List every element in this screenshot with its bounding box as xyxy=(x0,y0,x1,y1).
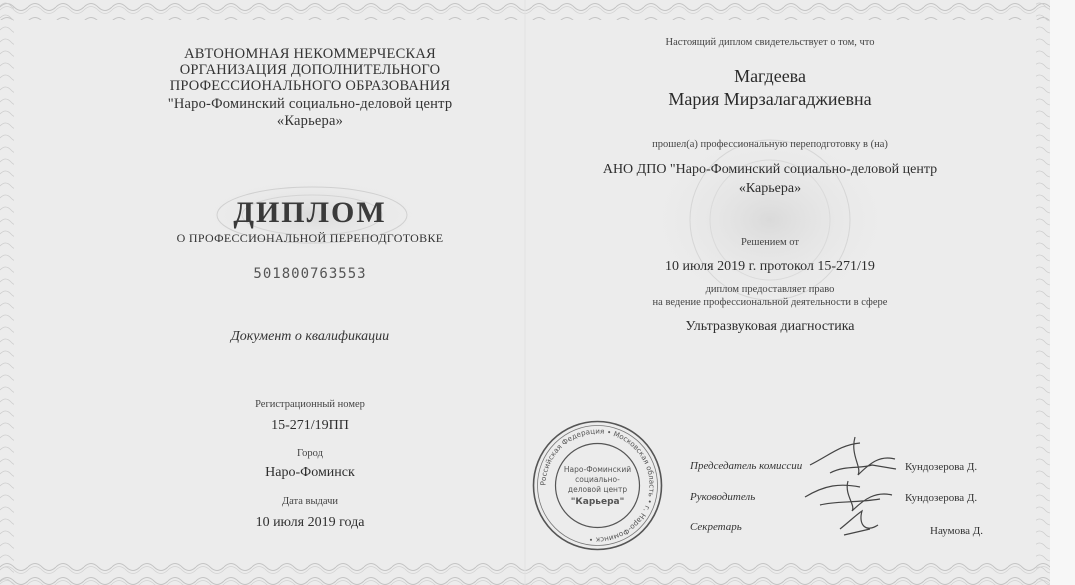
seal-inner-line-4: "Карьера" xyxy=(570,497,625,507)
seal-inner-line-1: Наро-Фоминский xyxy=(563,465,632,474)
city-value: Наро-Фоминск xyxy=(265,465,355,480)
decision-protocol: 10 июля 2019 г. протокол 15-271/19 xyxy=(665,259,875,274)
issue-date-label: Дата выдачи xyxy=(281,496,339,507)
training-org-line-2: «Карьера» xyxy=(738,181,802,196)
decision-label: Решением от xyxy=(741,237,799,248)
seal-inner-line-3: деловой центр xyxy=(567,485,628,494)
grants-right-line-2: на ведение профессиональной деятельности в сфере xyxy=(652,297,888,308)
intro-text: Настоящий диплом свидетельствует о том, что xyxy=(665,37,875,48)
handwritten-signatures xyxy=(800,425,910,550)
organization-seal xyxy=(530,418,665,553)
seal-ring-text: Российская Федерация • Московская область • г. Наро-Фоминск • xyxy=(538,426,657,545)
diploma-subtitle: О ПРОФЕССИОНАЛЬНОЙ ПЕРЕПОДГОТОВКЕ xyxy=(176,231,444,245)
retraining-statement: прошел(а) профессиональную переподготовку в (на) xyxy=(652,139,888,150)
diploma-serial-number: 501800763553 xyxy=(253,266,367,282)
chairman-role: Председатель комиссии xyxy=(690,460,803,472)
director-role: Руководитель xyxy=(690,491,756,503)
diploma-title: ДИПЛОМ xyxy=(233,196,387,229)
seal-inner-line-2: социально- xyxy=(575,475,620,484)
graduate-surname: Магдеева xyxy=(734,66,806,86)
grants-right-line-1: диплом предоставляет право xyxy=(705,284,835,295)
org-name-line-5: «Карьера» xyxy=(276,113,344,129)
org-name-line-1: АВТОНОМНАЯ НЕКОММЕРЧЕСКАЯ xyxy=(184,46,436,62)
registration-number: 15-271/19ПП xyxy=(271,418,349,433)
document-type: Документ о квалификации xyxy=(230,329,390,344)
secretary-role: Секретарь xyxy=(690,521,742,533)
secretary-name: Наумова Д. xyxy=(930,525,984,537)
scan-margin xyxy=(1050,0,1075,585)
org-name-line-2: ОРГАНИЗАЦИЯ ДОПОЛНИТЕЛЬНОГО xyxy=(179,62,441,78)
city-label: Город xyxy=(297,448,323,459)
graduate-given-names: Мария Мирзалагаджиевна xyxy=(668,89,872,109)
specialty: Ультразвуковая диагностика xyxy=(685,319,855,334)
org-name-line-4: "Наро-Фоминский социально-деловой центр xyxy=(167,96,453,112)
org-name-line-3: ПРОФЕССИОНАЛЬНОГО ОБРАЗОВАНИЯ xyxy=(169,78,451,94)
registration-number-label: Регистрационный номер xyxy=(255,399,365,410)
training-org-line-1: АНО ДПО "Наро-Фоминский социально-деловой центр xyxy=(602,162,938,177)
director-name: Кундозерова Д. xyxy=(905,492,978,504)
chairman-name: Кундозерова Д. xyxy=(905,461,978,473)
issue-date: 10 июля 2019 года xyxy=(255,515,365,530)
